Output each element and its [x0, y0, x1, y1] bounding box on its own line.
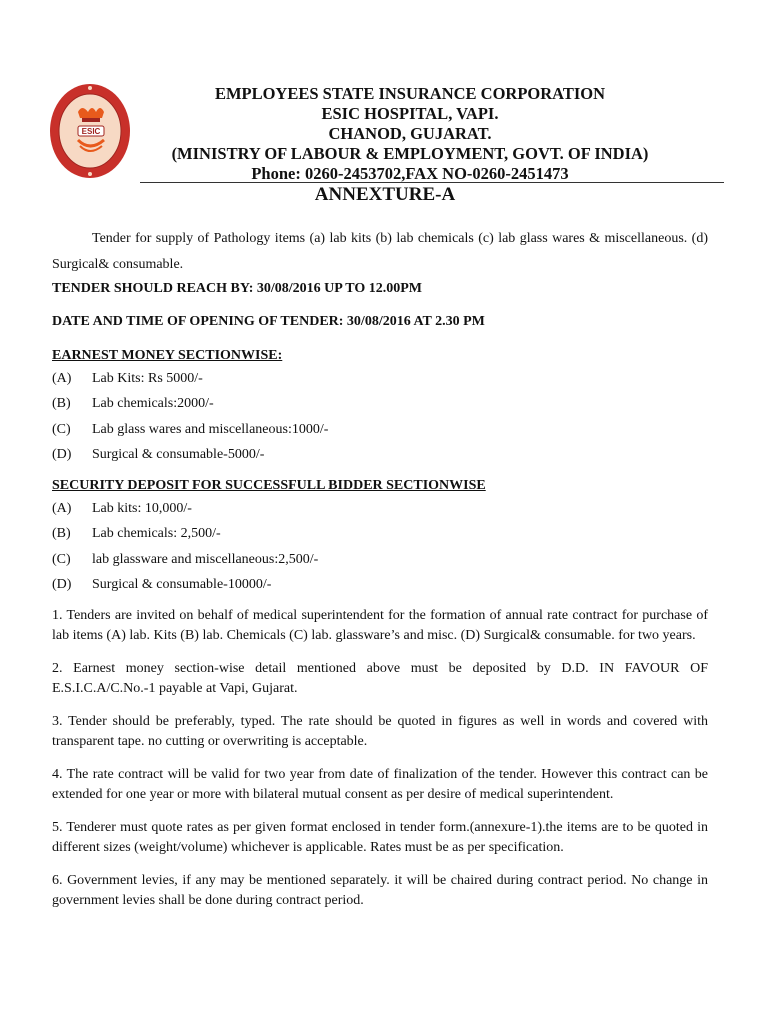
svg-text:ESIC: ESIC [81, 127, 101, 136]
terms-list [52, 606, 708, 910]
list-text: Lab Kits: Rs 5000/- [92, 370, 203, 386]
hospital-location: CHANOD, GUJARAT. [328, 124, 492, 143]
esic-emblem-icon [48, 82, 132, 180]
list-letter: (C) [52, 551, 71, 567]
tender-deadline: TENDER SHOULD REACH BY: 30/08/2016 UP TO 12.00PM [52, 281, 423, 296]
organization-name: EMPLOYEES STATE INSURANCE CORPORATION [214, 84, 606, 103]
tender-intro: Tender for supply of Pathology items (a) lab kits (b) lab chemicals (c) lab glass wares & miscellaneous. (d) Surgical& consumable. [52, 231, 708, 272]
list-letter: (B) [52, 526, 71, 542]
hospital-name: ESIC HOSPITAL, VAPI. [321, 104, 499, 123]
list-text: Surgical & consumable-10000/- [92, 577, 272, 593]
list-text: Lab chemicals: 2,500/- [92, 526, 221, 542]
list-item [52, 392, 708, 418]
list-text: Lab glass wares and miscellaneous:1000/- [92, 421, 329, 437]
list-letter: (D) [52, 577, 72, 593]
security-deposit-heading: SECURITY DEPOSIT FOR SUCCESSFULL BIDDER SECTIONWISE [52, 478, 486, 493]
earnest-money-heading: EARNEST MONEY SECTIONWISE: [52, 348, 283, 363]
list-text: Lab chemicals:2000/- [92, 396, 214, 412]
list-item [52, 573, 708, 599]
list-letter: (B) [52, 396, 71, 412]
list-item [52, 443, 708, 469]
ministry-name: (MINISTRY OF LABOUR & EMPLOYMENT, GOVT. OF INDIA) [171, 144, 649, 163]
term-paragraph: 4. The rate contract will be valid for two year from date of finalization of the tender. However this contract can be extended for one year or more with bilateral mutual consent as per desire of medical superintendent. [52, 767, 708, 802]
earnest-money-list [52, 366, 708, 468]
list-text: lab glassware and miscellaneous:2,500/- [92, 551, 319, 567]
term-paragraph: 3. Tender should be preferably, typed. The rate should be quoted in figures as well in words and covered with transparent tape. no cutting or overwriting is acceptable. [52, 714, 708, 749]
term-paragraph: 6. Government levies, if any may be mentioned separately. it will be chaired during contract period. No change in government levies shall be done during contract period. [52, 873, 708, 908]
list-letter: (A) [52, 500, 72, 516]
document-body [52, 226, 708, 910]
list-item [52, 522, 708, 548]
list-text: Surgical & consumable-5000/- [92, 447, 265, 463]
list-text: Lab kits: 10,000/- [92, 500, 192, 516]
security-deposit-list [52, 496, 708, 598]
letterhead [130, 84, 690, 184]
list-letter: (D) [52, 447, 72, 463]
term-paragraph: 2. Earnest money section-wise detail mentioned above must be deposited by D.D. IN FAVOUR OF E.S.I.C.A/C.No.-1 payable at Vapi, Gujarat. [52, 661, 708, 696]
list-item [52, 547, 708, 573]
esic-logo-svg [48, 82, 132, 180]
list-item [52, 496, 708, 522]
list-item [52, 417, 708, 443]
list-item [52, 366, 708, 392]
list-letter: (C) [52, 421, 71, 437]
term-paragraph: 5. Tenderer must quote rates as per given format enclosed in tender form.(annexure-1).the items are to be quoted in different sizes (weight/volume) whichever is applicable. Rates must be as per specification. [52, 820, 708, 855]
tender-opening: DATE AND TIME OF OPENING OF TENDER: 30/08/2016 AT 2.30 PM [52, 314, 485, 329]
annexure-title: ANNEXTURE-A [314, 184, 456, 205]
list-letter: (A) [52, 370, 72, 386]
contact-line: Phone: 0260-2453702,FAX NO-0260-2451473 [251, 164, 569, 183]
header-divider [140, 182, 724, 183]
term-paragraph: 1. Tenders are invited on behalf of medical superintendent for the formation of annual rate contract for purchase of lab items (A) lab. Kits (B) lab. Chemicals (C) lab. glassware’s and misc. (D) Surgical& consumable. for two years. [52, 608, 708, 643]
